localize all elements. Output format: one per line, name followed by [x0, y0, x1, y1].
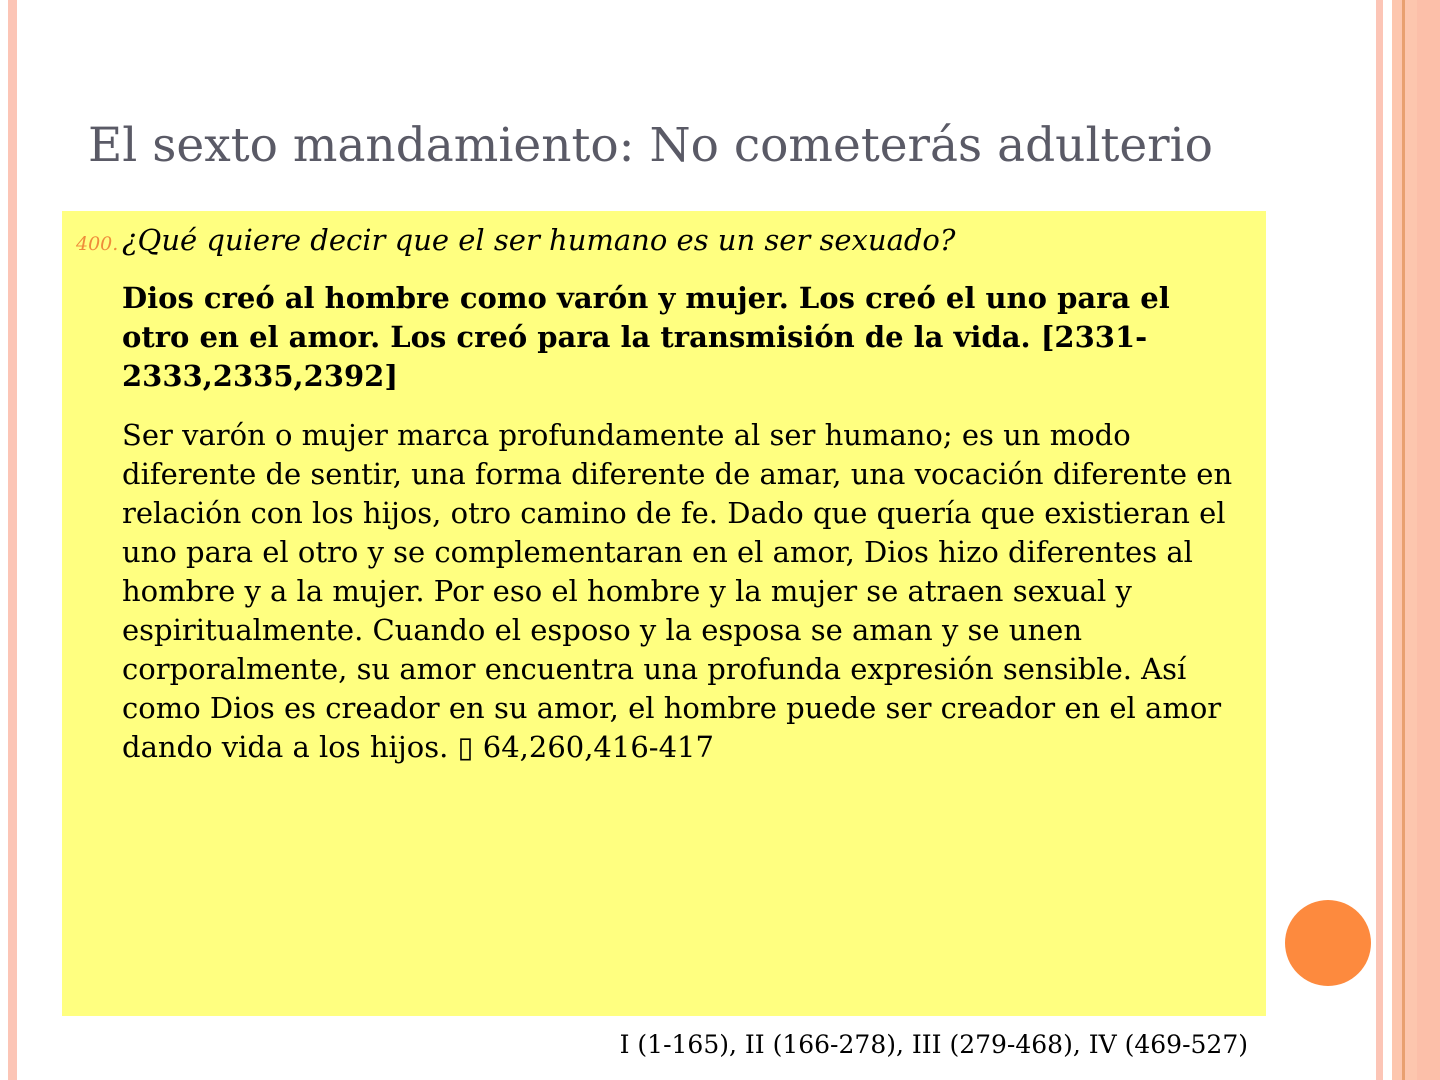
left-border-stripe [8, 0, 17, 1080]
decorative-circle [1285, 900, 1371, 986]
answer-summary: Dios creó al hombre como varón y mujer. Los creó el uno para el otro en el amor. Los creó para la transmisión de la vida. [2331-2333,2335,2392] [122, 281, 1170, 393]
item-number: 400. [76, 233, 119, 255]
right-border-stripe [1376, 0, 1383, 1080]
right-border-line [1402, 0, 1405, 1080]
answer-body: Ser varón o mujer marca profundamente al ser humano; es un modo diferente de sentir, una forma diferente de amar, una vocación diferente en relación con los hijos, otro camino de fe. Dado que quería que existieran el uno para el otro y se complementaran en el amor, Dios hizo diferentes al hombre y a la mujer. Por eso el hombre y la mujer se atraen sexual y espiritualmente. Cuando el esposo y la esposa se aman y se unen corporalmente, su amor encuentra una profunda expresión sensible. Así como Dios es creador en su amor, el hombre puede ser creador en el amor dando vida a los hijos. ▯ 64,260,416-417 [122, 418, 1233, 764]
question: ¿Qué quiere decir que el ser humano es un ser sexuado? [122, 223, 956, 257]
footer-sections: I (1-165), II (166-278), III (279-468), IV (469-527) [619, 1030, 1248, 1059]
content-box [62, 211, 1266, 1016]
slide-title: El sexto mandamiento: No cometerás adulterio [88, 118, 1213, 173]
right-border-band-outer [1417, 0, 1440, 1080]
